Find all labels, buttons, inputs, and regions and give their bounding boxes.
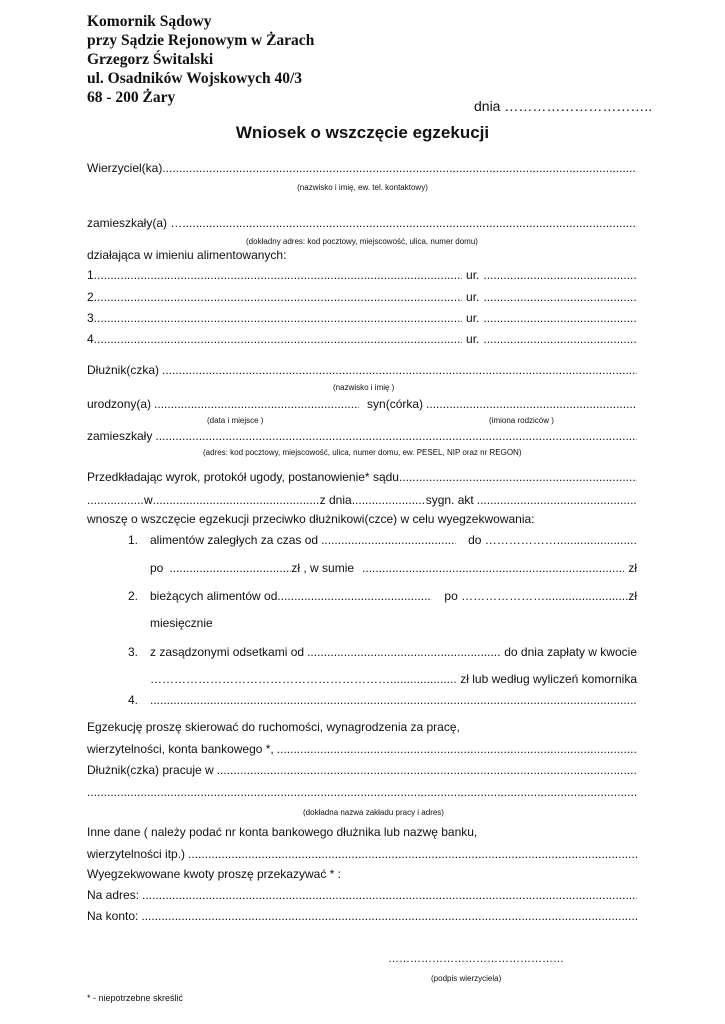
dependent-name-field[interactable] (97, 290, 462, 304)
item-2-label: bieżących alimentów od (150, 589, 278, 603)
dependent-row (87, 268, 637, 282)
item-1-label: alimentów zaległych za czas od (150, 533, 319, 547)
creditor-residence-row (87, 216, 637, 230)
dependent-name-field[interactable] (97, 311, 462, 325)
debtor-parents-field[interactable] (426, 397, 637, 411)
judgment-date-field[interactable] (352, 493, 426, 507)
acting-on-behalf: działająca w imieniu alimentowanych: (87, 248, 287, 262)
judgment-type-field[interactable] (87, 493, 144, 507)
employer-hint: (dokładna nazwa zakładu pracy i adres) (303, 808, 444, 817)
account-field[interactable] (141, 909, 637, 923)
other-data-field[interactable] (188, 847, 637, 861)
judgment-case-field[interactable] (477, 493, 637, 507)
debtor-field[interactable] (162, 363, 637, 377)
item-1-number: 1. (128, 533, 139, 547)
item-4-field[interactable] (150, 693, 637, 707)
judgment-w-label: w (144, 493, 153, 507)
dependent-born-field[interactable] (483, 268, 637, 282)
address-field[interactable] (142, 888, 637, 902)
employer-label: Dłużnik(czka) pracuje w (87, 763, 214, 777)
judgment-date-label: z dnia (319, 493, 352, 507)
item-2-monthly: miesięcznie (150, 616, 213, 630)
dependent-born-field[interactable] (483, 311, 637, 325)
dependent-born-field[interactable] (483, 332, 637, 346)
dependent-number: 2. (87, 290, 98, 304)
account-label: Na konto: (87, 909, 139, 923)
creditor-hint: (nazwisko i imię, ew. tel. kontaktowy) (297, 183, 428, 192)
employer-field[interactable] (217, 763, 637, 777)
dependent-born-field[interactable] (483, 290, 637, 304)
dependent-born-label: ur. (466, 332, 480, 346)
dependent-row (87, 290, 637, 304)
item-4-row (128, 693, 637, 707)
debtor-label: Dłużnik(czka) (87, 363, 160, 377)
debtor-parents-hint: (imiona rodziców ) (489, 416, 554, 425)
date-field[interactable]: dnia ………………………….. (474, 98, 653, 114)
other-data-row (87, 847, 637, 861)
item-2-row (128, 589, 637, 603)
item-1-sum-field[interactable] (362, 561, 624, 575)
item-3-tail: zł lub według wyliczeń komornika (460, 672, 637, 686)
judgment-details-row (87, 493, 637, 507)
bailiff-title: Komornik Sądowy (87, 13, 212, 30)
signature-hint: (podpis wierzyciela) (431, 974, 502, 983)
item-1-sum-label: zł , w sumie (291, 561, 355, 575)
address-row (87, 888, 637, 902)
dependent-born-label: ur. (466, 311, 480, 325)
debtor-residence-label: zamieszkały (87, 429, 153, 443)
dependent-born-label: ur. (466, 268, 480, 282)
other-data-text: Inne dane ( należy podać nr konta bankowego dłużnika lub nazwę banku, (87, 825, 478, 839)
debtor-residence-row (87, 429, 637, 443)
item-3-interest-field[interactable] (307, 645, 501, 659)
item-2-number: 2. (128, 589, 139, 603)
item-2-currency: zł (628, 589, 637, 603)
debtor-born-row (87, 397, 637, 411)
account-row (87, 909, 637, 923)
employer-row-2 (87, 785, 637, 799)
creditor-residence-hint: (dokładny adres: kod pocztowy, miejscowość, ulica, numer domu) (246, 237, 478, 246)
item-2-po-label: po ………………… (444, 589, 546, 603)
creditor-residence-field[interactable] (182, 216, 637, 230)
execution-label: wierzytelności, konta bankowego *, (87, 742, 274, 756)
other-data-label: wierzytelności itp.) (87, 847, 186, 861)
debtor-row (87, 363, 637, 377)
debtor-residence-hint: (adres: kod pocztowy, miejscowość, ulica, numer domu, ew. PESEL, NIP oraz nr REGON) (203, 448, 522, 457)
bailiff-name: Grzegorz Świtalski (87, 51, 214, 68)
item-1-to-field[interactable] (557, 533, 637, 547)
item-2-amount-field[interactable] (545, 589, 628, 603)
creditor-label: Wierzyciel(ka) (87, 161, 163, 175)
debtor-born-hint: (data i miejsce ) (207, 416, 264, 425)
debtor-born-label: urodzony(a) (87, 397, 152, 411)
item-1-currency: zł (628, 561, 637, 575)
court-field[interactable] (399, 470, 637, 484)
item-1-from-field[interactable] (321, 533, 456, 547)
execution-field[interactable] (277, 742, 637, 756)
request-text: wnoszę o wszczęcie egzekucji przeciwko dłużnikowi(czce) w celu wyegzekwowania: (87, 512, 535, 526)
dependent-name-field[interactable] (97, 268, 462, 282)
execution-text: Egzekucję proszę skierować do ruchomości, wynagrodzenia za pracę, (87, 720, 460, 734)
debtor-son-label: syn(córka) (367, 397, 424, 411)
item-1-to-label: do ……………… (468, 533, 557, 547)
bailiff-city: 68 - 200 Żary (87, 89, 176, 106)
dependent-row (87, 311, 637, 325)
document-title: Wniosek o wszczęcie egzekucji (235, 123, 490, 142)
item-4-number: 4. (128, 693, 139, 707)
item-3-row (128, 645, 637, 659)
item-3-amount-field[interactable] (390, 672, 457, 686)
item-3-amount-row (150, 672, 637, 686)
dependent-name-field[interactable] (97, 332, 462, 346)
dependent-born-label: ur. (466, 290, 480, 304)
creditor-field[interactable] (162, 161, 637, 175)
item-3-label: z zasądzonymi odsetkami od (150, 645, 305, 659)
item-3-until-label: do dnia zapłaty w kwocie (504, 645, 637, 659)
creditor-row (87, 161, 637, 175)
item-1-monthly-field[interactable] (169, 561, 291, 575)
item-1-row (128, 533, 637, 547)
address-label: Na adres: (87, 888, 140, 902)
item-3-lead: …………………………………………………… (150, 672, 390, 686)
execution-row (87, 742, 637, 756)
creditor-residence-label: zamieszkały(a) … (87, 216, 183, 230)
dependent-number: 1. (87, 268, 98, 282)
item-1-amount-row (150, 561, 637, 575)
debtor-born-field[interactable] (154, 397, 359, 411)
item-2-from-field[interactable] (277, 589, 432, 603)
item-1-po-label: po (150, 561, 164, 575)
signature-line[interactable]: ………………………………………… (388, 953, 564, 965)
bailiff-court: przy Sądzie Rejonowym w Żarach (87, 32, 315, 49)
footnote: * - niepotrzebne skreślić (87, 993, 184, 1003)
item-3-number: 3. (128, 645, 139, 659)
employer-row (87, 763, 637, 777)
judgment-case-label: sygn. akt (425, 493, 474, 507)
dependent-number: 3. (87, 311, 98, 325)
bailiff-street: ul. Osadników Wojskowych 40/3 (87, 70, 303, 87)
transfer-text: Wyegzekwowane kwoty proszę przekazywać * : (87, 867, 341, 881)
debtor-name-hint: (nazwisko i imię ) (333, 383, 395, 392)
judgment-row (87, 470, 637, 484)
debtor-residence-field[interactable] (155, 429, 637, 443)
judgment-label: Przedkładając wyrok, protokół ugody, postanowienie* sądu (87, 470, 399, 484)
dependent-number: 4. (87, 332, 98, 346)
dependent-row (87, 332, 637, 346)
judgment-place-field[interactable] (153, 493, 320, 507)
employer-field-2[interactable] (87, 785, 637, 799)
